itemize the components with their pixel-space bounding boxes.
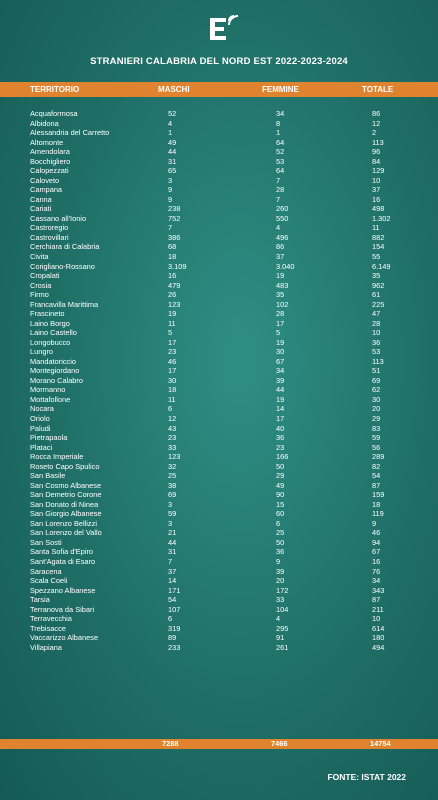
cell-territorio: San Sosti [30,537,62,547]
cell-maschi: 17 [168,366,177,376]
cell-territorio: Paludi [30,423,51,433]
cell-totale: 1.302 [372,213,391,223]
cell-femmine: 36 [276,433,285,443]
cell-territorio: San Lorenzo Bellizzi [30,518,97,528]
cell-femmine: 52 [276,147,285,157]
cell-territorio: Terranova da Sibari [30,604,95,614]
cell-totale: 53 [372,347,381,357]
cell-maschi: 386 [168,232,181,242]
table-row [0,223,438,233]
table-row [0,490,438,500]
cell-totale: 34 [372,576,381,586]
cell-maschi: 68 [168,242,177,252]
cell-territorio: Spezzano Albanese [30,585,96,595]
table-row [0,614,438,624]
cell-territorio: San Basile [30,471,66,481]
cell-femmine: 35 [276,290,285,300]
cell-femmine: 33 [276,595,285,605]
cell-femmine: 5 [276,328,281,338]
cell-territorio: Castrovillari [30,232,69,242]
cell-totale: 47 [372,309,381,319]
cell-maschi: 6 [168,614,173,624]
table-row [0,595,438,605]
table-row [0,414,438,424]
table-row [0,119,438,129]
cell-maschi: 752 [168,213,181,223]
cell-territorio: Alessandria del Carretto [30,128,110,138]
cell-totale: 498 [372,204,385,214]
cell-maschi: 26 [168,290,177,300]
table-row [0,309,438,319]
table-row [0,290,438,300]
cell-territorio: Cassano all'Ionio [30,213,87,223]
cell-maschi: 69 [168,490,177,500]
cell-totale: 84 [372,156,381,166]
cell-femmine: 14 [276,404,285,414]
cell-maschi: 31 [168,547,177,557]
cell-territorio: Laino Borgo [30,318,70,328]
cell-femmine: 7 [276,194,281,204]
table-row [0,395,438,405]
cell-femmine: 20 [276,576,285,586]
table-row [0,385,438,395]
cell-territorio: Cerchiara di Calabria [30,242,100,252]
cell-femmine: 28 [276,309,285,319]
cell-totale: 12 [372,118,381,128]
cell-femmine: 37 [276,251,285,261]
cell-femmine: 50 [276,461,285,471]
cell-maschi: 49 [168,137,177,147]
cell-maschi: 52 [168,109,177,118]
cell-totale: 6.149 [372,261,391,271]
cell-totale: 46 [372,528,381,538]
cell-territorio: Morano Calabro [30,375,83,385]
cell-femmine: 260 [276,204,289,214]
table-header [0,82,438,97]
cell-maschi: 123 [168,299,181,309]
cell-maschi: 59 [168,509,177,519]
cell-femmine: 30 [276,347,285,357]
cell-territorio: Frascineto [30,309,65,319]
column-header-totale: TOTALE [362,85,394,94]
cell-maschi: 238 [168,204,181,214]
cell-totale: 96 [372,147,381,157]
cell-totale: 10 [372,328,381,338]
cell-femmine: 28 [276,185,285,195]
cell-maschi: 21 [168,528,177,538]
cell-femmine: 9 [276,556,281,566]
cell-femmine: 91 [276,633,285,643]
cell-totale: 129 [372,166,385,176]
cell-maschi: 9 [168,194,173,204]
table-row [0,147,438,157]
cell-femmine: 53 [276,156,285,166]
cell-femmine: 15 [276,499,285,509]
cell-totale: 211 [372,604,384,614]
cell-femmine: 19 [276,337,285,347]
cell-territorio: Plataci [30,442,53,452]
cell-territorio: Caloveto [30,175,60,185]
cell-totale: 87 [372,595,381,605]
table-row [0,500,438,510]
cell-territorio: Rocca Imperiale [30,452,84,462]
cell-territorio: Sant'Agata di Esaro [30,556,96,566]
cell-maschi: 3 [168,175,173,185]
cell-maschi: 38 [168,480,177,490]
cell-totale: 94 [372,537,381,547]
cell-totale: 154 [372,242,385,252]
cell-territorio: San Lorenzo del Vallo [30,528,102,538]
cell-maschi: 3.109 [168,261,187,271]
table-row [0,519,438,529]
cell-femmine: 25 [276,528,285,538]
cell-femmine: 34 [276,366,285,376]
cell-territorio: Saracena [30,566,62,576]
cell-territorio: San Giorgio Albanese [30,509,102,519]
table-row [0,424,438,434]
table-row [0,443,438,453]
table-row [0,624,438,634]
total-femmine: 7466 [271,739,288,748]
cell-territorio: San Cosmo Albanese [30,480,102,490]
cell-totale: 35 [372,271,381,281]
cell-totale: 83 [372,423,381,433]
cell-totale: 10 [372,614,381,624]
cell-territorio: Cropalati [30,271,60,281]
totals-row [0,739,438,749]
table-row [0,166,438,176]
cell-femmine: 261 [276,642,289,652]
cell-femmine: 90 [276,490,285,500]
cell-maschi: 44 [168,537,177,547]
cell-territorio: Pietrapaola [30,433,68,443]
cell-femmine: 6 [276,518,281,528]
table-row [0,481,438,491]
cell-femmine: 23 [276,442,285,452]
cell-territorio: Cariati [30,204,52,214]
cell-territorio: San Demetrio Corone [30,490,102,500]
cell-totale: 62 [372,385,381,395]
cell-femmine: 7 [276,175,281,185]
cell-totale: 51 [372,366,381,376]
cell-femmine: 104 [276,604,289,614]
cell-territorio: San Donato di Ninea [30,499,99,509]
table-row [0,633,438,643]
table-row [0,185,438,195]
table-row [0,404,438,414]
cell-femmine: 496 [276,232,289,242]
cell-territorio: Villapiana [30,642,62,652]
table-row [0,528,438,538]
cell-maschi: 25 [168,471,177,481]
table-row [0,538,438,548]
cell-totale: 30 [372,394,381,404]
cell-totale: 36 [372,337,381,347]
cell-maschi: 7 [168,556,173,566]
table-row [0,433,438,443]
table-row [0,605,438,615]
cell-maschi: 18 [168,385,177,395]
cell-totale: 2 [372,128,377,138]
column-header-territorio: TERRITORIO [30,85,80,94]
cell-maschi: 479 [168,280,181,290]
cell-territorio: Laino Castello [30,328,77,338]
cell-totale: 113 [372,356,384,366]
cell-totale: 28 [372,318,381,328]
cell-territorio: Scala Coeli [30,576,68,586]
cell-maschi: 32 [168,461,177,471]
cell-territorio: Corigliano-Rossano [30,261,95,271]
cell-territorio: Mormanno [30,385,66,395]
cell-maschi: 171 [168,585,181,595]
table-row [0,157,438,167]
cell-territorio: Vaccarizzo Albanese [30,633,99,643]
cell-femmine: 102 [276,299,289,309]
cell-territorio: Crosia [30,280,52,290]
cell-femmine: 3.040 [276,261,295,271]
cell-maschi: 11 [168,318,176,328]
cell-totale: 18 [372,499,381,509]
source-note: FONTE: ISTAT 2022 [327,772,406,782]
cell-maschi: 5 [168,328,173,338]
cell-totale: 87 [372,480,381,490]
cell-femmine: 4 [276,614,281,624]
cell-femmine: 67 [276,356,285,366]
cell-maschi: 23 [168,347,177,357]
cell-totale: 86 [372,109,381,118]
cell-territorio: Montegiordano [30,366,80,376]
cell-totale: 962 [372,280,385,290]
cell-femmine: 60 [276,509,285,519]
cell-territorio: Altomonte [30,137,64,147]
cell-femmine: 172 [276,585,289,595]
table-body [0,109,438,652]
cell-territorio: Trebisacce [30,623,66,633]
cell-territorio: Oriolo [30,414,50,423]
cell-maschi: 46 [168,356,177,366]
cell-totale: 225 [372,299,385,309]
cell-territorio: Mandatoriccio [30,356,77,366]
cell-maschi: 123 [168,452,181,462]
cell-femmine: 40 [276,423,285,433]
cell-femmine: 34 [276,109,285,118]
table-row [0,214,438,224]
cell-maschi: 16 [168,271,177,281]
table-row [0,357,438,367]
cell-maschi: 19 [168,309,177,319]
cell-maschi: 12 [168,414,177,423]
cell-femmine: 17 [276,318,285,328]
table-row [0,252,438,262]
cell-femmine: 4 [276,223,281,233]
cell-totale: 16 [372,194,381,204]
cell-femmine: 295 [276,623,289,633]
table-row [0,242,438,252]
cell-territorio: Mottafollone [30,394,71,404]
cell-maschi: 9 [168,185,173,195]
cell-totale: 343 [372,585,385,595]
cell-territorio: Amendolara [30,147,70,157]
cell-territorio: Albidona [30,118,59,128]
table-row [0,643,438,653]
cell-totale: 69 [372,375,381,385]
table-row [0,128,438,138]
cell-territorio: Nocara [30,404,54,414]
cell-totale: 289 [372,452,385,462]
cell-maschi: 18 [168,251,177,261]
cell-maschi: 107 [168,604,181,614]
cell-totale: 29 [372,414,381,423]
cell-territorio: Calopezzati [30,166,69,176]
cell-totale: 16 [372,556,381,566]
table-row [0,338,438,348]
cell-territorio: Roseto Capo Spulico [30,461,100,471]
cell-maschi: 17 [168,337,177,347]
table-row [0,176,438,186]
cell-maschi: 30 [168,375,177,385]
table-row [0,195,438,205]
cell-territorio: Tarsia [30,595,50,605]
cell-totale: 82 [372,461,381,471]
table-row [0,376,438,386]
table-row [0,576,438,586]
table-row [0,547,438,557]
cell-totale: 20 [372,404,381,414]
cell-territorio: Acquaformosa [30,109,78,118]
cell-femmine: 86 [276,242,285,252]
table-row [0,281,438,291]
cell-femmine: 19 [276,271,285,281]
cell-maschi: 37 [168,566,177,576]
cell-totale: 119 [372,509,384,519]
cell-totale: 180 [372,633,385,643]
cell-maschi: 7 [168,223,173,233]
cell-territorio: Lungro [30,347,54,357]
cell-femmine: 550 [276,213,289,223]
cell-totale: 9 [372,518,377,528]
cell-femmine: 49 [276,480,285,490]
cell-femmine: 483 [276,280,289,290]
cell-totale: 55 [372,251,381,261]
table-row [0,204,438,214]
cell-maschi: 3 [168,518,173,528]
cell-femmine: 39 [276,375,285,385]
column-header-maschi: MASCHI [158,85,190,94]
cell-maschi: 44 [168,147,177,157]
cell-totale: 56 [372,442,381,452]
cell-territorio: Canna [30,194,52,204]
cell-maschi: 31 [168,156,177,166]
cell-femmine: 36 [276,547,285,557]
cell-totale: 113 [372,137,384,147]
cell-territorio: Bocchigliero [30,156,71,166]
cell-femmine: 64 [276,166,285,176]
cell-femmine: 29 [276,471,285,481]
page-title: STRANIERI CALABRIA DEL NORD EST 2022-2023-2024 [90,56,348,67]
cell-femmine: 19 [276,394,285,404]
table-row [0,586,438,596]
table-row [0,366,438,376]
cell-maschi: 1 [168,128,173,138]
cell-maschi: 319 [168,623,181,633]
cell-totale: 54 [372,471,381,481]
cell-totale: 59 [372,433,381,443]
cell-maschi: 3 [168,499,173,509]
cell-maschi: 33 [168,442,177,452]
table-row [0,462,438,472]
cell-maschi: 4 [168,118,173,128]
table-row [0,271,438,281]
cell-maschi: 11 [168,394,176,404]
cell-totale: 10 [372,175,381,185]
cell-territorio: Civita [30,251,49,261]
cell-maschi: 233 [168,642,181,652]
cell-femmine: 39 [276,566,285,576]
cell-totale: 11 [372,223,380,233]
cell-femmine: 17 [276,414,285,423]
table-row [0,567,438,577]
cell-femmine: 50 [276,537,285,547]
cell-territorio: Terravecchia [30,614,72,624]
table-row [0,452,438,462]
cell-totale: 67 [372,547,381,557]
logo-icon [208,12,242,46]
cell-territorio: Francavilla Marittima [30,299,99,309]
table-row [0,347,438,357]
cell-territorio: Firmo [30,290,49,300]
cell-femmine: 1 [276,128,281,138]
cell-totale: 882 [372,232,385,242]
table-row [0,509,438,519]
cell-territorio: Longobucco [30,337,71,347]
cell-totale: 37 [372,185,381,195]
cell-maschi: 14 [168,576,177,586]
cell-femmine: 8 [276,118,281,128]
cell-totale: 61 [372,290,381,300]
total-maschi: 7288 [162,739,179,748]
cell-femmine: 64 [276,137,285,147]
cell-totale: 159 [372,490,385,500]
cell-maschi: 43 [168,423,177,433]
cell-totale: 614 [372,623,385,633]
table-row [0,262,438,272]
cell-maschi: 23 [168,433,177,443]
table-row [0,471,438,481]
table-row [0,109,438,119]
cell-maschi: 54 [168,595,177,605]
cell-totale: 494 [372,642,385,652]
column-header-femmine: FEMMINE [262,85,299,94]
table-row [0,328,438,338]
cell-territorio: Castroregio [30,223,69,233]
total-totale: 14754 [370,739,391,748]
cell-maschi: 65 [168,166,177,176]
table-row [0,557,438,567]
cell-maschi: 6 [168,404,173,414]
cell-femmine: 44 [276,385,285,395]
table-row [0,138,438,148]
table-row [0,319,438,329]
cell-territorio: Santa Sofia d'Epiro [30,547,94,557]
cell-maschi: 89 [168,633,177,643]
cell-femmine: 166 [276,452,289,462]
cell-totale: 76 [372,566,381,576]
cell-territorio: Campana [30,185,63,195]
table-row [0,300,438,310]
table-row [0,233,438,243]
